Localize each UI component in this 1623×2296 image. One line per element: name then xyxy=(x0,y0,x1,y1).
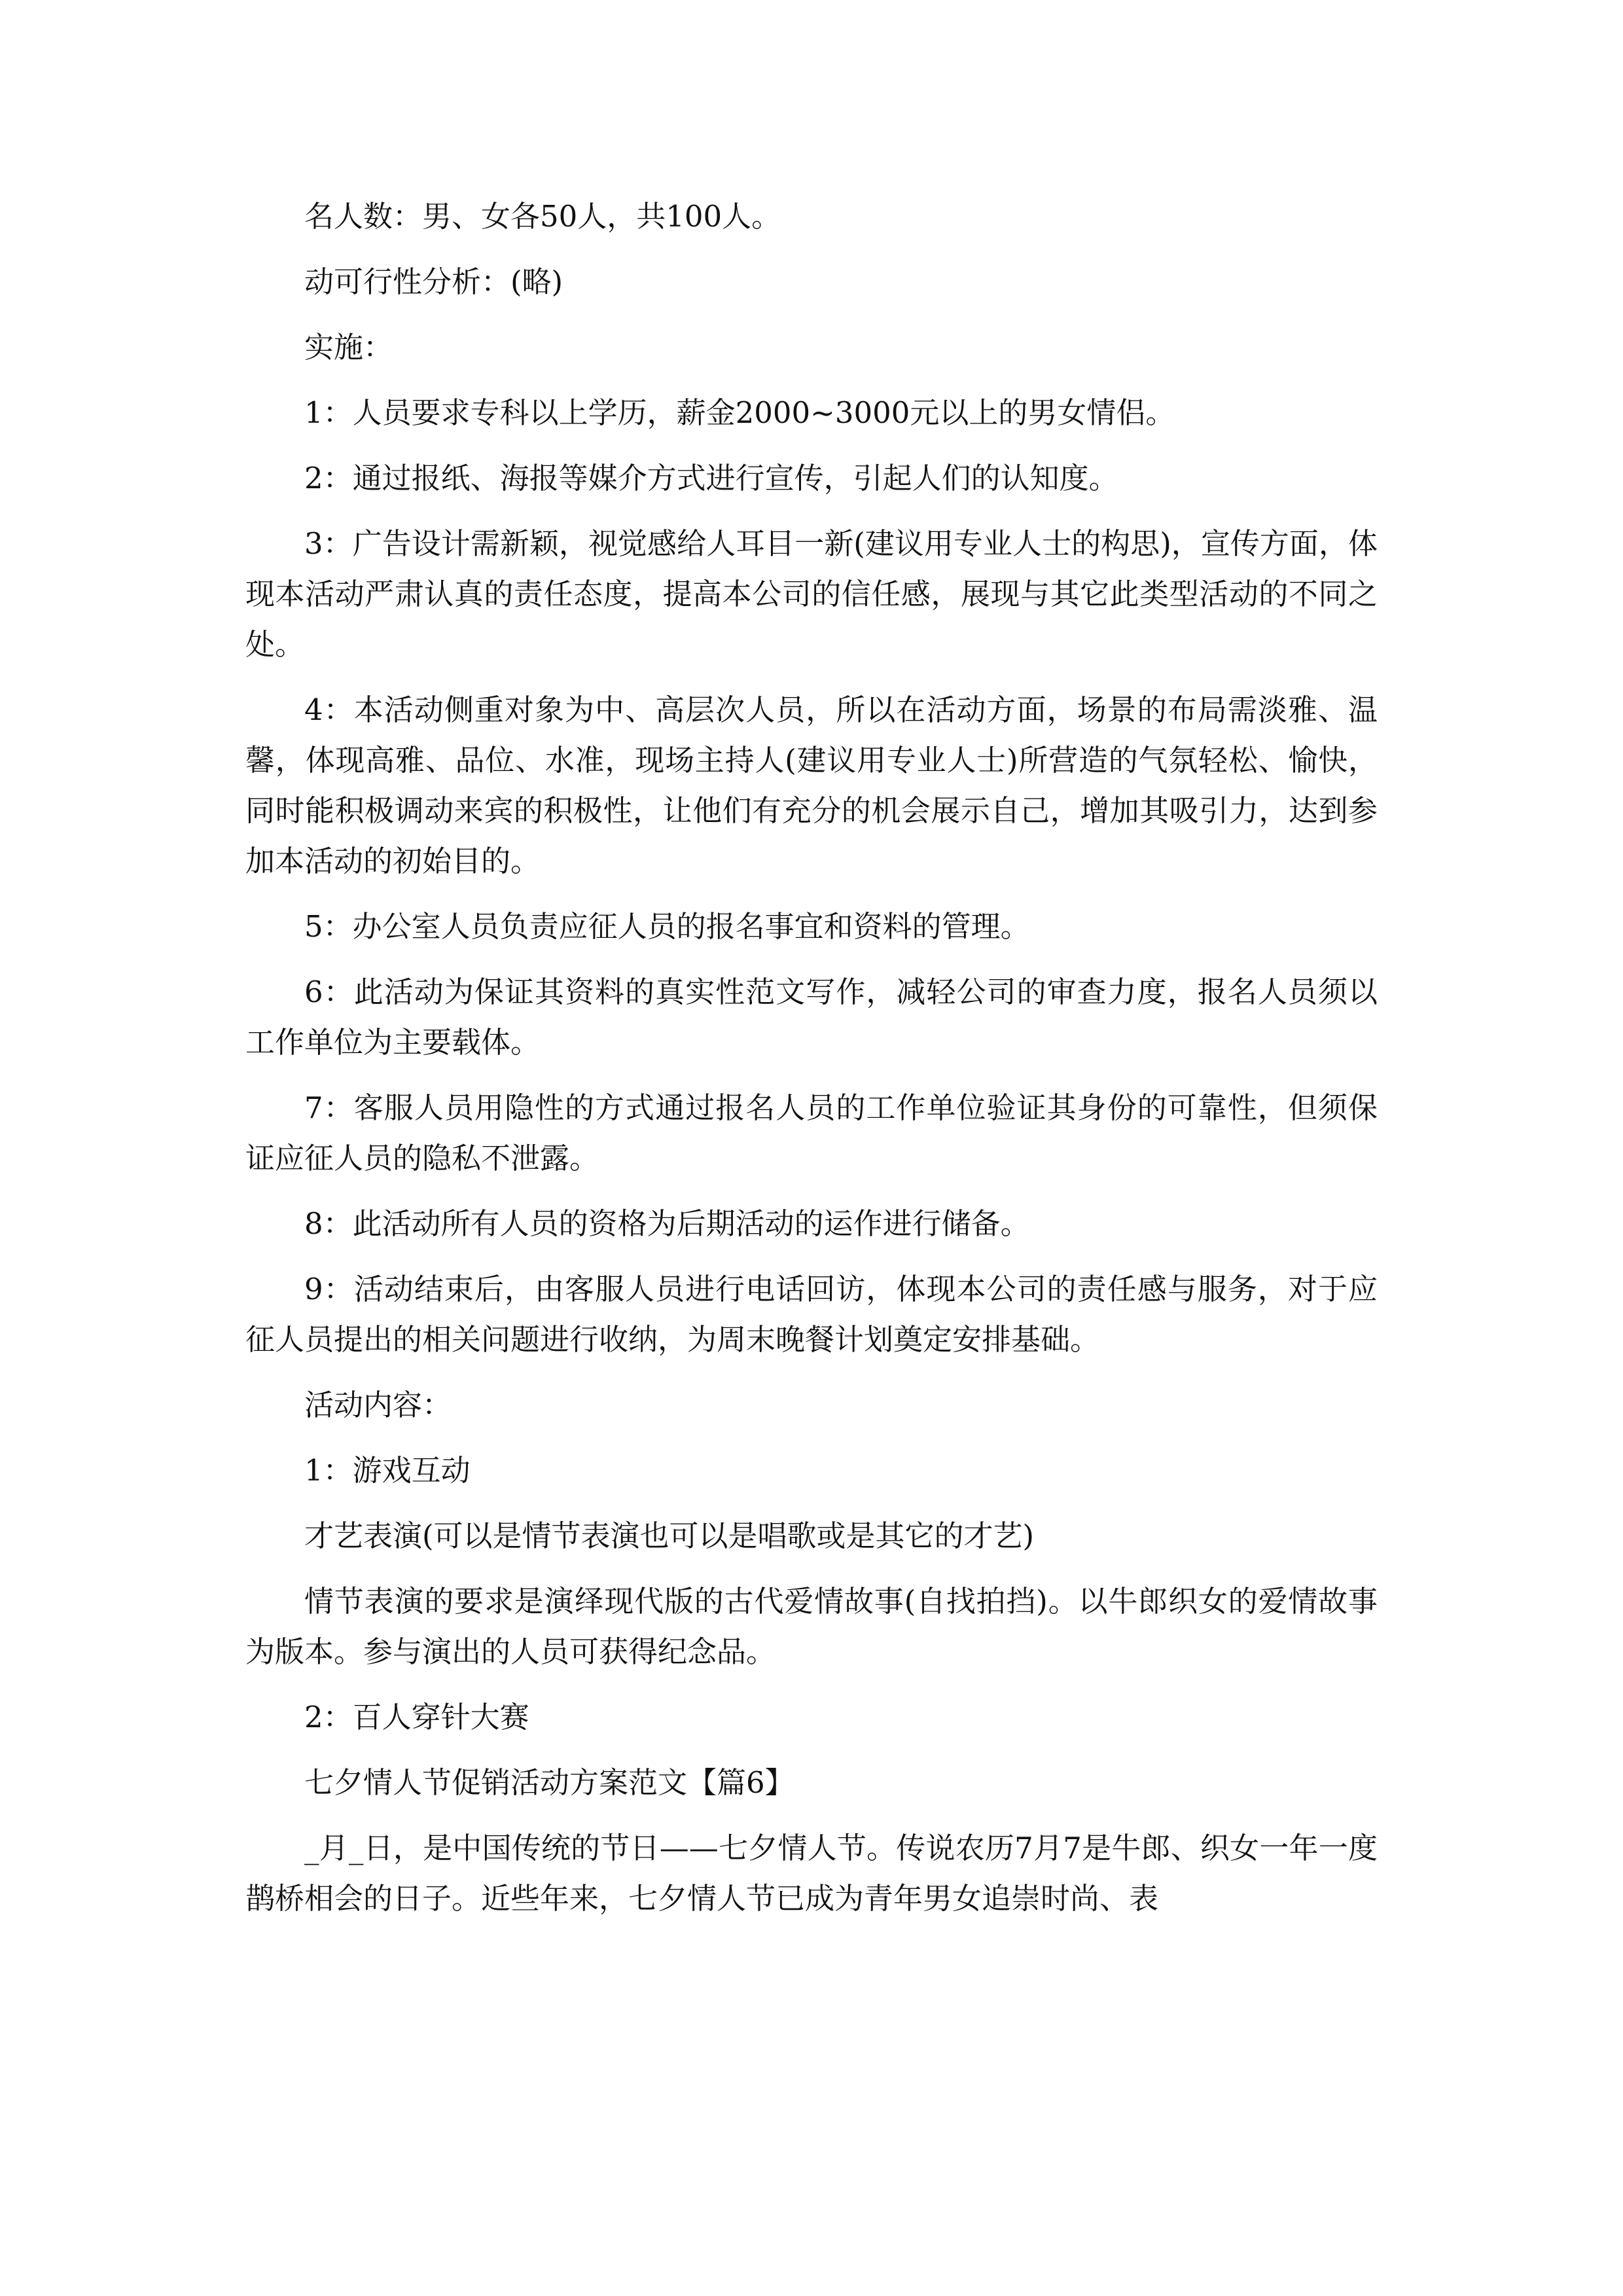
paragraph-item-2: 2：通过报纸、海报等媒介方式进行宣传，引起人们的认知度。 xyxy=(304,461,1118,495)
paragraph-talent-show: 才艺表演(可以是情节表演也可以是唱歌或是其它的才艺) xyxy=(304,1518,1035,1553)
paragraph-item-1: 1：人员要求专科以上学历，薪金2000~3000元以上的男女情侣。 xyxy=(304,395,1175,430)
section-heading-part-6: 七夕情人节促销活动方案范文【篇6】 xyxy=(304,1765,794,1800)
paragraph-item-7: 7：客服人员用隐性的方式通过报名人员的工作单位验证其身份的可靠性，但须保证应征人员的隐私不泄露。 xyxy=(245,1090,1378,1175)
paragraph-item-8: 8：此活动所有人员的资格为后期活动的运作进行储备。 xyxy=(304,1206,1030,1241)
paragraph-threading-contest: 2：百人穿针大赛 xyxy=(304,1700,529,1734)
paragraph-plot-performance: 情节表演的要求是演绎现代版的古代爱情故事(自找拍挡)。以牛郎织女的爱情故事为版本。参与演出的人员可获得纪念品。 xyxy=(245,1584,1378,1669)
paragraph-item-3: 3：广告设计需新颖，视觉感给人耳目一新(建议用专业人士的构思)，宣传方面，体现本活动严肃认真的责任态度，提高本公司的信任感，展现与其它此类型活动的不同之处。 xyxy=(245,526,1378,662)
paragraph-item-9: 9：活动结束后，由客服人员进行电话回访，体现本公司的责任感与服务，对于应征人员提出的相关问题进行收纳，为周末晚餐计划奠定安排基础。 xyxy=(245,1272,1378,1357)
paragraph-feasibility: 动可行性分析：(略) xyxy=(304,264,563,299)
paragraph-item-5: 5：办公室人员负责应征人员的报名事宜和资料的管理。 xyxy=(304,909,1030,944)
paragraph-activity-content-heading: 活动内容： xyxy=(304,1388,452,1422)
paragraph-item-4: 4：本活动侧重对象为中、高层次人员，所以在活动方面，场景的布局需淡雅、温馨，体现高雅、品位、水准，现场主持人(建议用专业人士)所营造的气氛轻松、愉快，同时能积极调动来宾的积极性，让他们有充分的机会展示自己，增加其吸引力，达到参加本活动的初始目的。 xyxy=(245,692,1378,878)
paragraph-participant-count: 名人数：男、女各50人，共100人。 xyxy=(304,199,781,234)
paragraph-game-interaction: 1：游戏互动 xyxy=(304,1453,471,1488)
paragraph-item-6: 6：此活动为保证其资料的真实性范文写作，减轻公司的审查力度，报名人员须以工作单位为主要载体。 xyxy=(245,975,1378,1060)
document-body xyxy=(245,191,1378,1939)
paragraph-implementation-heading: 实施： xyxy=(304,330,393,365)
paragraph-qixi-intro: _月_日，是中国传统的节日——七夕情人节。传说农历7月7是牛郎、织女一年一度鹊桥相会的日子。近些年来，七夕情人节已成为青年男女追崇时尚、表 xyxy=(245,1831,1378,1916)
